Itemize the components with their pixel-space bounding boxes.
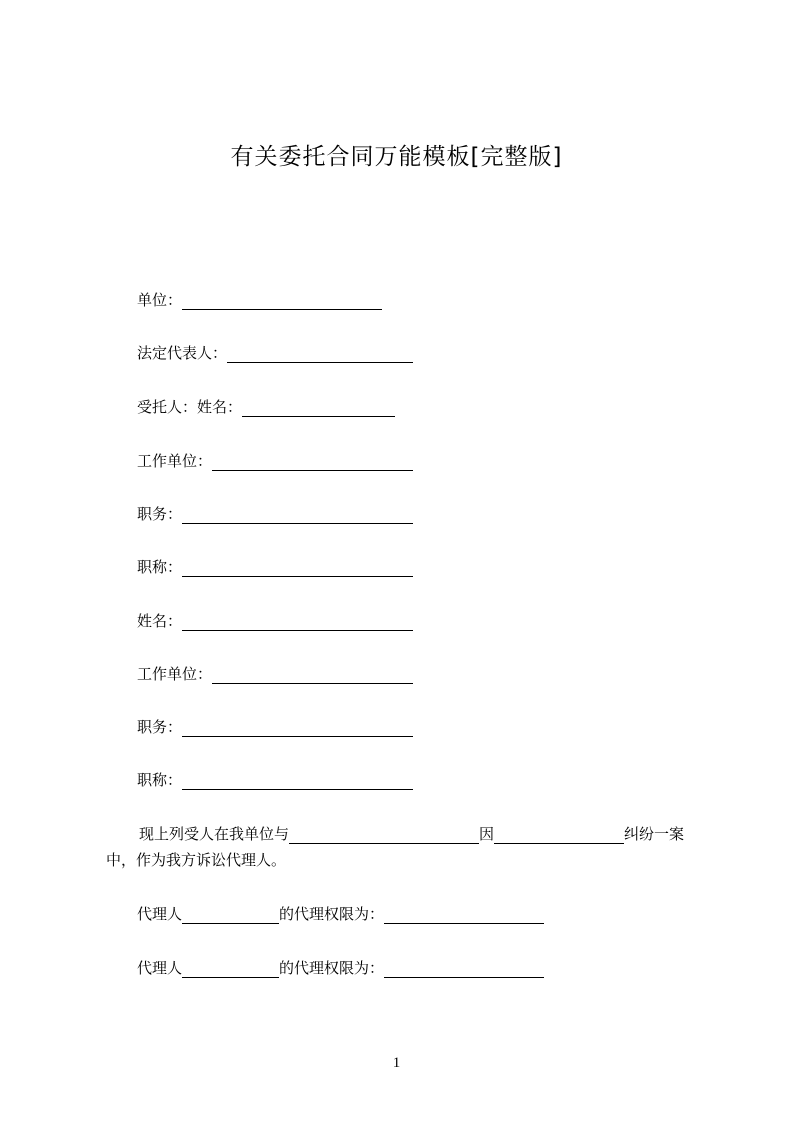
agent-line-2 <box>137 958 544 978</box>
fill-in-line[interactable] <box>182 773 413 790</box>
field-label: 工作单位： <box>137 665 213 683</box>
fill-in-line[interactable] <box>182 961 279 978</box>
field-label: 职称： <box>137 558 183 576</box>
fill-in-line[interactable] <box>384 907 544 924</box>
agent-middle: 的代理权限为： <box>279 905 385 923</box>
field-label: 法定代表人： <box>137 344 228 362</box>
paragraph-text: 纠纷一案 <box>624 825 685 843</box>
fill-in-line[interactable] <box>384 961 544 978</box>
fill-in-line[interactable] <box>182 560 413 577</box>
paragraph-text: 现上列受人在我单位与 <box>139 825 290 843</box>
field-unit <box>137 290 382 310</box>
field-label: 工作单位： <box>137 452 213 470</box>
fill-in-line[interactable] <box>182 293 382 310</box>
paragraph-line-2: 中，作为我方诉讼代理人。 <box>106 851 287 869</box>
fill-in-line[interactable] <box>212 454 413 471</box>
agent-middle: 的代理权限为： <box>279 959 385 977</box>
page-number: 1 <box>392 1055 401 1071</box>
field-label: 职务： <box>137 505 183 523</box>
field-trustee-name <box>137 397 395 417</box>
agent-line-1 <box>137 904 544 924</box>
field-label: 职称： <box>137 771 183 789</box>
fill-in-line[interactable] <box>242 400 395 417</box>
field-work-unit-2 <box>137 664 413 684</box>
field-name <box>137 611 413 631</box>
document-title: 有关委托合同万能模板[完整版] <box>230 144 563 170</box>
field-position-2 <box>137 717 413 737</box>
agent-prefix: 代理人 <box>137 905 183 923</box>
field-title-2 <box>137 770 413 790</box>
fill-in-line[interactable] <box>182 720 413 737</box>
field-position <box>137 504 413 524</box>
fill-in-line[interactable] <box>289 827 479 844</box>
paragraph-text: 因 <box>479 825 495 843</box>
field-work-unit <box>137 451 413 471</box>
fill-in-line[interactable] <box>494 827 624 844</box>
field-title <box>137 557 413 577</box>
fill-in-line[interactable] <box>182 507 413 524</box>
agent-prefix: 代理人 <box>137 959 183 977</box>
fill-in-line[interactable] <box>182 907 279 924</box>
field-label: 姓名： <box>137 612 183 630</box>
field-label: 单位： <box>137 291 183 309</box>
field-legal-representative <box>137 343 413 363</box>
fill-in-line[interactable] <box>227 346 413 363</box>
field-label: 职务： <box>137 718 183 736</box>
fill-in-line[interactable] <box>212 667 413 684</box>
fill-in-line[interactable] <box>182 614 413 631</box>
paragraph-line-1 <box>139 824 684 844</box>
field-label: 受托人：姓名： <box>137 398 243 416</box>
